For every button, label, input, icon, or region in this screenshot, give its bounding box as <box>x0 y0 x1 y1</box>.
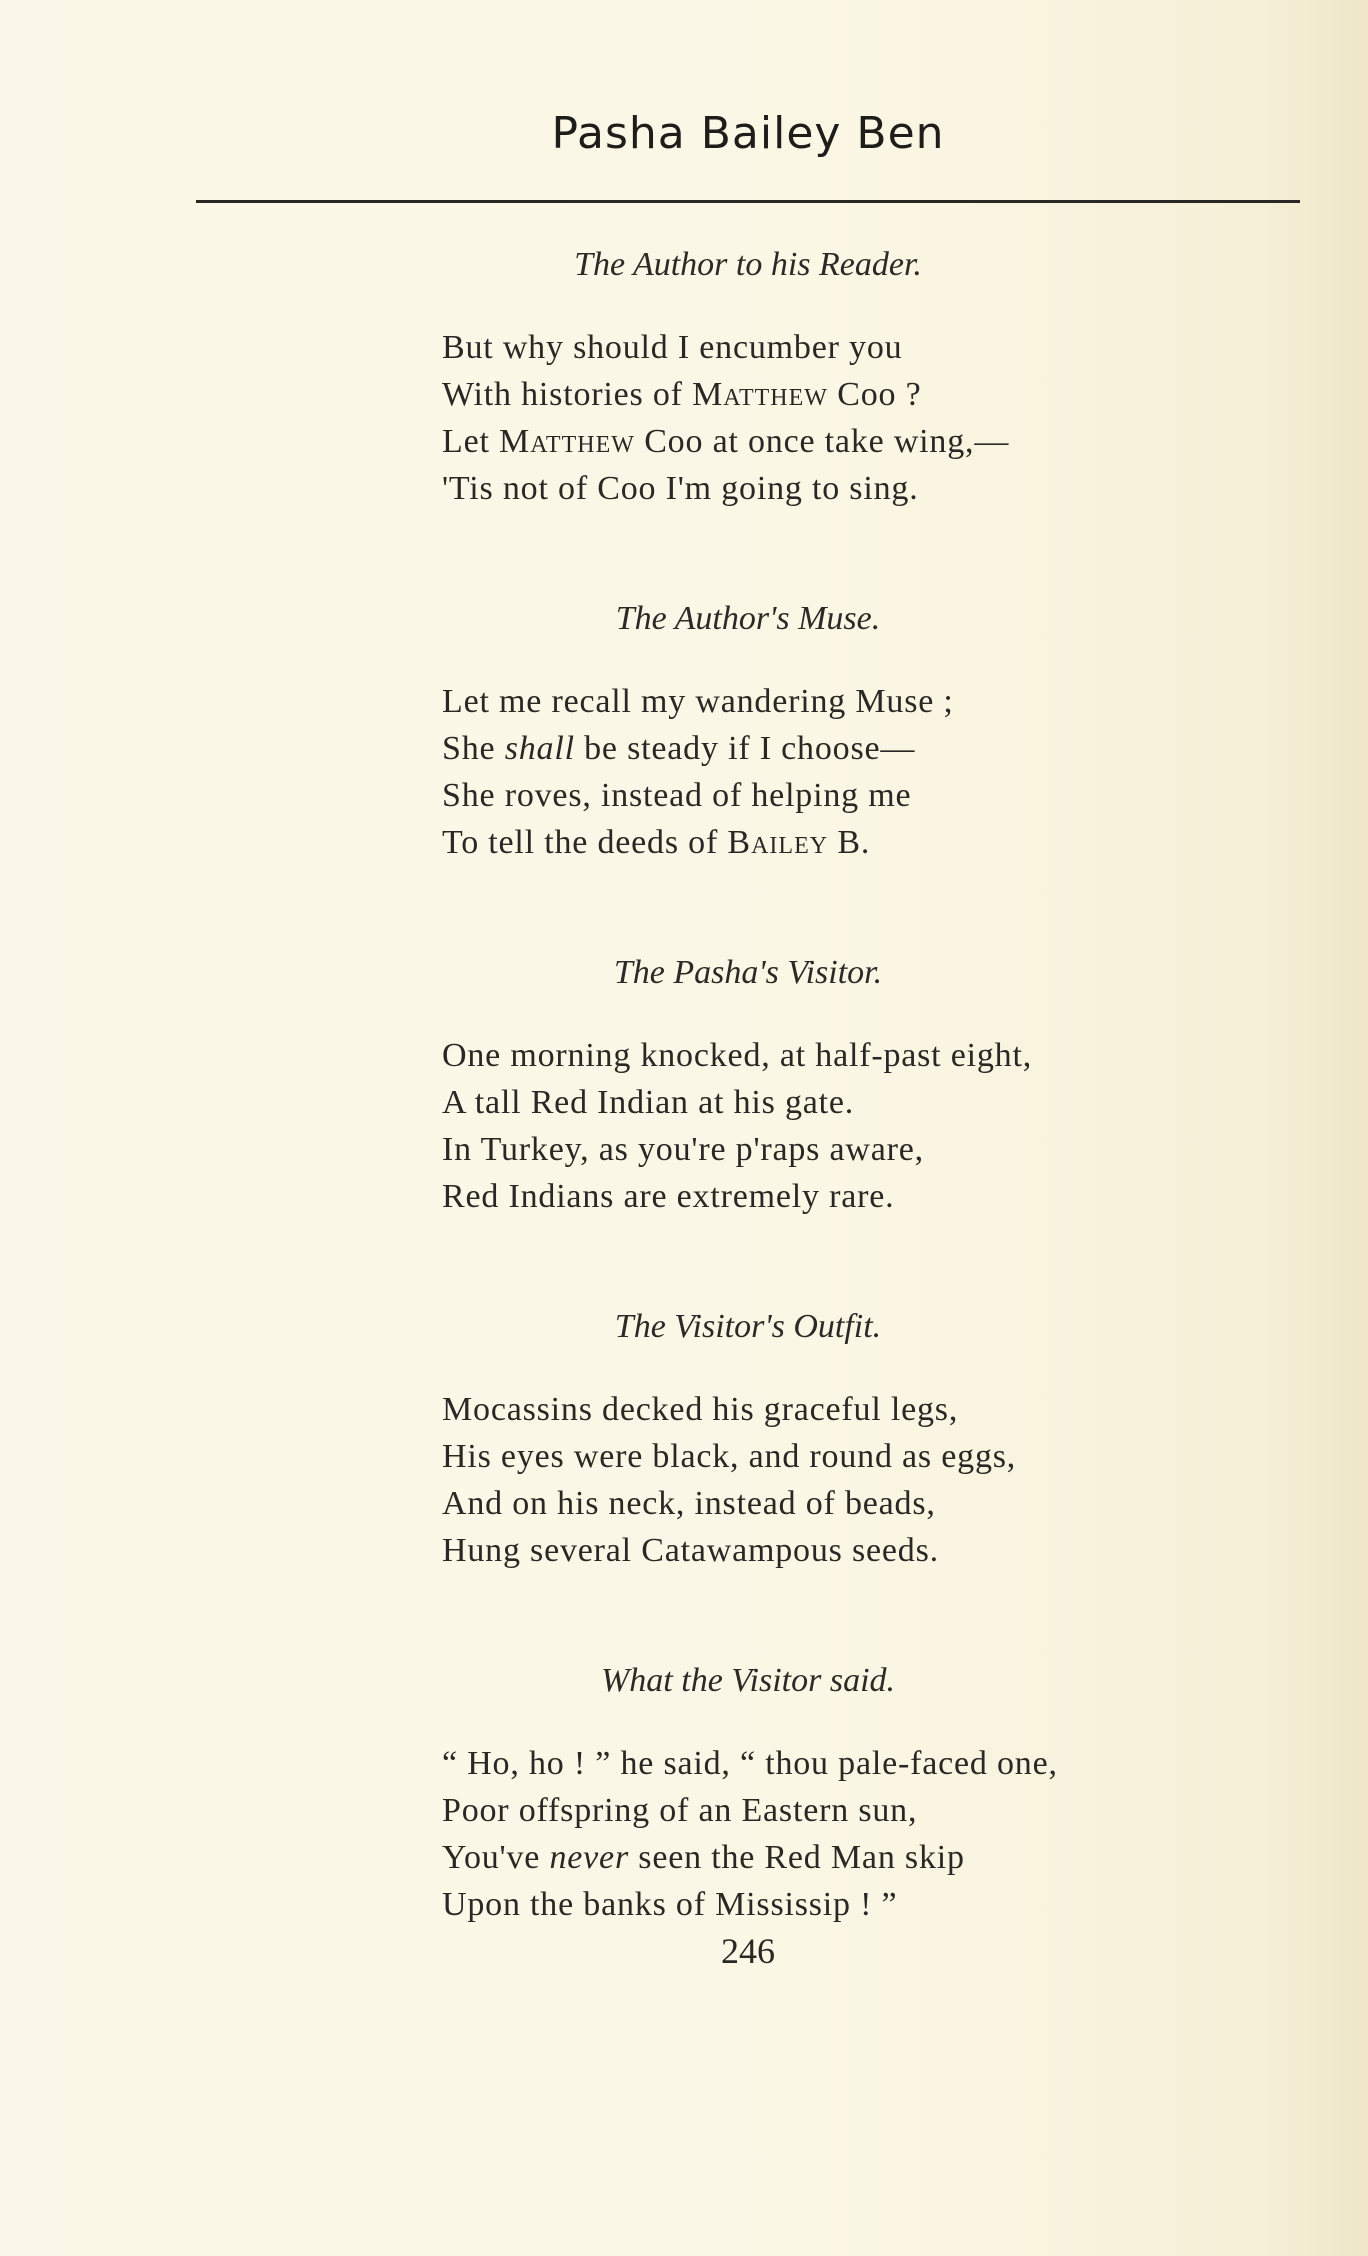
verse-text: Hung several Catawampous seeds. <box>442 1532 939 1569</box>
verse-text: Coo ? <box>827 376 922 413</box>
italic-word: never <box>549 1839 629 1876</box>
verse-text: She <box>442 730 505 767</box>
verse-line <box>442 418 1262 465</box>
italic-word: shall <box>504 730 575 767</box>
small-caps-name: Bailey <box>727 824 829 861</box>
verse-line <box>442 1386 1262 1433</box>
verse-line <box>442 819 1262 866</box>
verse-text: Poor offspring of an Eastern sun, <box>442 1792 918 1829</box>
section-title: The Author's Muse. <box>615 600 881 637</box>
small-caps-name: Matthew <box>499 423 635 460</box>
verse-line <box>442 1881 1262 1928</box>
stanza <box>442 1740 1262 1928</box>
verse-line <box>442 678 1262 725</box>
verse-line <box>442 1173 1262 1220</box>
verse-text: Upon the banks of Mississip ! ” <box>442 1886 898 1923</box>
section-title: The Pasha's Visitor. <box>613 954 883 991</box>
verse-text: Let me recall my wandering Muse ; <box>442 683 954 720</box>
verse-line <box>442 324 1262 371</box>
verse-text: She roves, instead of helping me <box>442 777 912 814</box>
verse-text: Coo at once take wing,— <box>634 423 1010 460</box>
verse-line <box>442 1480 1262 1527</box>
verse-text: His eyes were black, and round as eggs, <box>442 1438 1017 1475</box>
header-rule <box>196 200 1300 203</box>
section-title: The Author to his Reader. <box>574 246 922 283</box>
verse-line <box>442 1834 1262 1881</box>
verse-line <box>442 1032 1262 1079</box>
stanza <box>442 678 1262 866</box>
verse-line <box>442 1787 1262 1834</box>
verse-text: One morning knocked, at half-past eight, <box>442 1037 1033 1074</box>
verse-line <box>442 1079 1262 1126</box>
verse-text: But why should I encumber you <box>442 329 903 366</box>
stanza <box>442 1032 1262 1220</box>
verse-line <box>442 371 1262 418</box>
verse-text: B. <box>828 824 871 861</box>
verse-text: seen the Red Man skip <box>628 1839 965 1876</box>
verse-text: Mocassins decked his graceful legs, <box>442 1391 959 1428</box>
verse-line <box>442 1740 1262 1787</box>
verse-text: You've <box>442 1839 550 1876</box>
verse-line <box>442 1527 1262 1574</box>
verse-text: With histories of <box>442 376 693 413</box>
verse-text: And on his neck, instead of beads, <box>442 1485 936 1522</box>
small-caps-name: Matthew <box>692 376 828 413</box>
section-title: The Visitor's Outfit. <box>614 1308 882 1345</box>
verse-line <box>442 772 1262 819</box>
verse-text: A tall Red Indian at his gate. <box>442 1084 855 1121</box>
verse-text: Let <box>442 423 500 460</box>
verse-text: To tell the deeds of <box>442 824 728 861</box>
stanza <box>442 324 1262 512</box>
verse-text: be steady if I choose— <box>574 730 916 767</box>
page-number: 246 <box>721 1931 775 1971</box>
running-head-title: Pasha Bailey Ben <box>551 108 945 159</box>
verse-text: In Turkey, as you're p'raps aware, <box>442 1131 924 1168</box>
stanza <box>442 1386 1262 1574</box>
verse-line <box>442 465 1262 512</box>
verse-text: “ Ho, ho ! ” he said, “ thou pale-faced one, <box>442 1745 1058 1782</box>
verse-line <box>442 1433 1262 1480</box>
verse-text: Red Indians are extremely rare. <box>442 1178 895 1215</box>
verse-line <box>442 725 1262 772</box>
verse-line <box>442 1126 1262 1173</box>
section-title: What the Visitor said. <box>600 1662 896 1699</box>
verse-text: 'Tis not of Coo I'm going to sing. <box>442 470 919 507</box>
